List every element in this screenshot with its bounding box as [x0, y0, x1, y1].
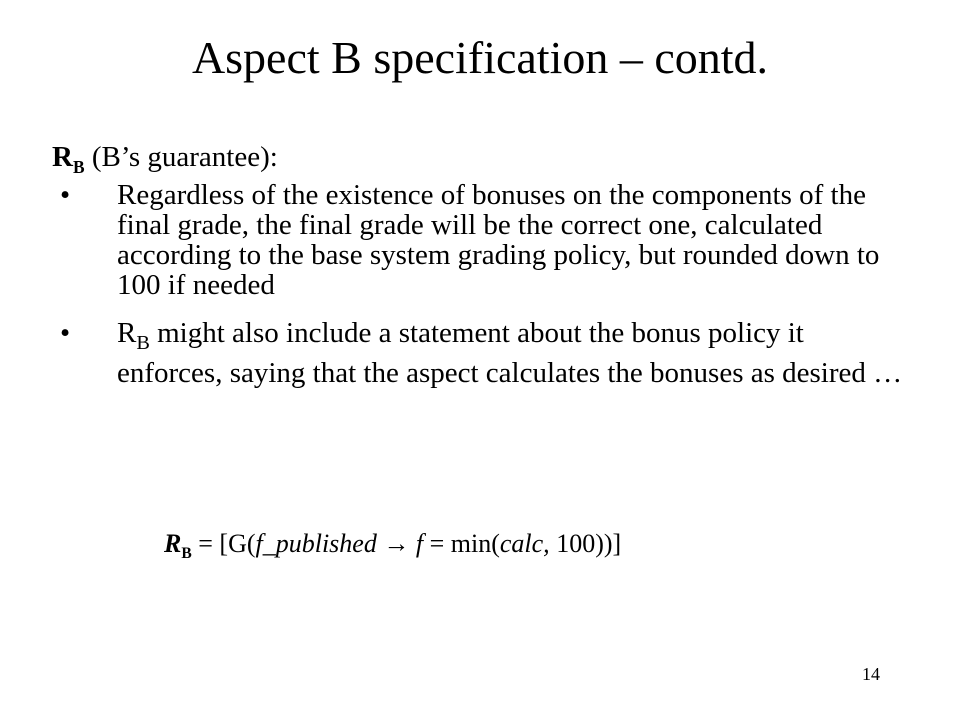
- bullet-marker: •: [60, 317, 71, 349]
- formula-var: f: [415, 529, 424, 558]
- bullet-item: [52, 318, 912, 388]
- arrow-icon: →: [376, 529, 416, 558]
- bullet-marker: •: [60, 179, 71, 211]
- page-number: 14: [862, 664, 880, 684]
- heading-symbol: $R_B$: [52, 141, 85, 177]
- formula-tail: 100))]: [549, 529, 622, 558]
- bullet-subscript: B: [136, 331, 150, 354]
- slide-title: Aspect B specification – contd.: [191, 32, 769, 83]
- bullet-item: [52, 180, 912, 300]
- formula-lhs-subscript: B: [181, 545, 192, 563]
- bullet-symbol: R: [117, 317, 137, 349]
- heading-subscript: B: [72, 156, 85, 177]
- formula-eq: = [G(: [191, 529, 256, 558]
- section-heading: [52, 140, 278, 184]
- bullet-list: [52, 180, 912, 406]
- bullet-text: Regardless of the existence of bonuses on the components of the final grade, the final grade will be the correct one, calculated according to the base system grading policy, but rounded down to 100 if needed: [117, 179, 880, 301]
- formula-lhs: $R_B$: [164, 529, 192, 563]
- bullet-text: might also include a statement about the bonus policy it enforces, saying that the aspect calculates the bonuses as desired …: [117, 317, 903, 389]
- heading-text: (B’s guarantee):: [84, 141, 278, 173]
- formula-mid: = min(: [423, 529, 500, 558]
- formula-premise: f_published: [255, 529, 377, 558]
- formula: [164, 528, 621, 570]
- formula-arg: calc,: [499, 529, 550, 558]
